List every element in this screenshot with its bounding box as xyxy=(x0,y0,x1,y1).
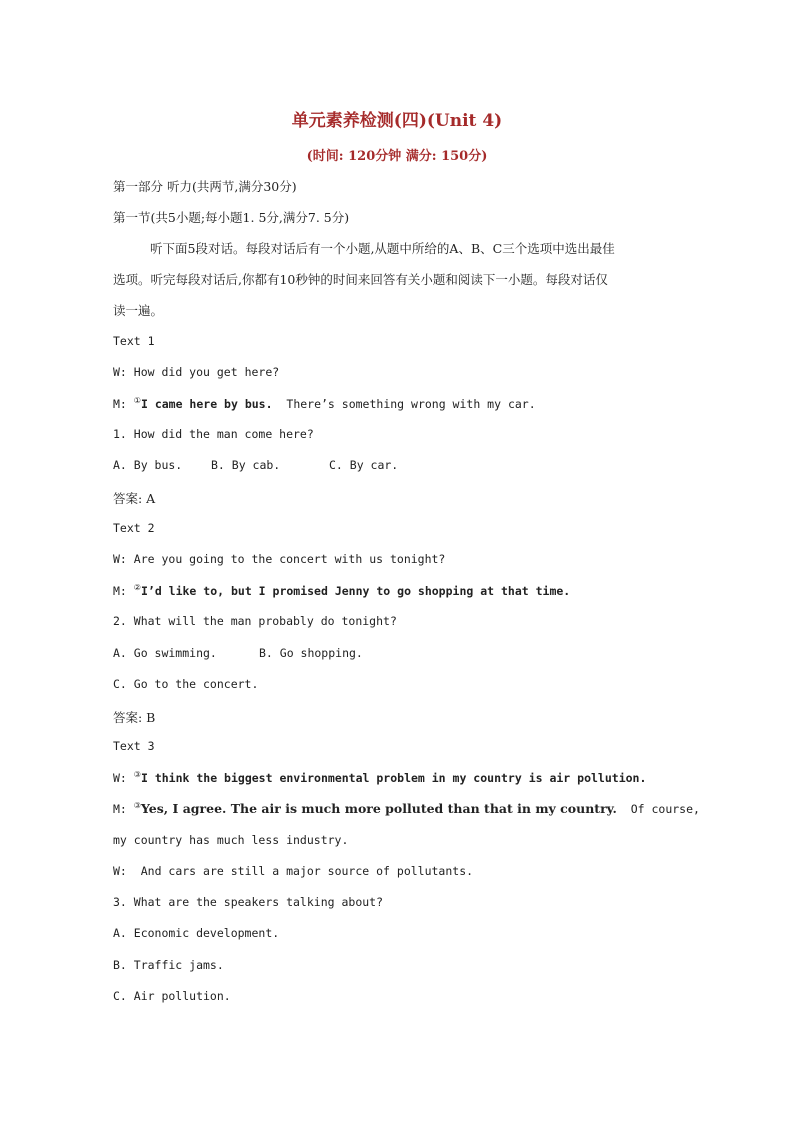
text2-w-line xyxy=(113,552,445,566)
circled-number-marker: ③ xyxy=(133,801,141,810)
text1-w-line xyxy=(113,365,279,379)
speaker-label: M: xyxy=(113,584,127,598)
instruction-line-3: 读一遍。 xyxy=(113,303,164,318)
question-1-options xyxy=(113,458,398,472)
circled-number-marker: ① xyxy=(133,396,141,405)
text1-m-line xyxy=(113,396,536,411)
speaker-label: M: xyxy=(113,397,127,411)
document-subtitle: (时间: 120分钟 满分: 150分) xyxy=(306,149,488,164)
option-b: B. By cab. xyxy=(211,458,281,472)
option-c: C. By car. xyxy=(329,458,399,472)
key-sentence: I came here by bus. xyxy=(140,397,273,411)
option-c: C. Air pollution. xyxy=(113,989,231,1003)
text3-label: Text 3 xyxy=(113,739,155,753)
key-sentence: Yes, I agree. The air is much more polluted than that in my country. xyxy=(140,801,617,816)
option-a: A. Go swimming. xyxy=(113,646,217,660)
key-sentence: I’d like to, but I promised Jenny to go shopping at that time. xyxy=(140,584,571,598)
text3-w-line xyxy=(113,770,646,785)
dialogue-text: Are you going to the concert with us tonight? xyxy=(133,552,446,566)
text3-m-continuation: my country has much less industry. xyxy=(113,833,349,847)
part-heading: 第一部分 听力(共两节,满分30分) xyxy=(113,179,297,194)
speaker-label: W: xyxy=(113,771,127,785)
key-sentence: I think the biggest environmental problem in my country is air pollution. xyxy=(140,771,647,785)
text1-label: Text 1 xyxy=(113,334,155,348)
circled-number-marker: ② xyxy=(133,583,141,592)
speaker-label: W: xyxy=(113,365,127,379)
text2-m-line xyxy=(113,583,570,598)
option-c: C. Go to the concert. xyxy=(113,677,259,691)
dialogue-text: Of course, xyxy=(630,802,700,816)
question-1: 1. How did the man come here? xyxy=(113,427,314,441)
text2-label: Text 2 xyxy=(113,521,155,535)
dialogue-text: There’s something wrong with my car. xyxy=(286,397,536,411)
instruction-line-1: 听下面5段对话。每段对话后有一个小题,从题中所给的A、B、C三个选项中选出最佳 xyxy=(150,241,615,256)
answer-1: 答案: A xyxy=(113,491,156,506)
dialogue-text: How did you get here? xyxy=(133,365,280,379)
speaker-label: W: xyxy=(113,552,127,566)
question-2: 2. What will the man probably do tonight? xyxy=(113,614,397,628)
answer-2: 答案: B xyxy=(113,710,156,725)
circled-number-marker: ③ xyxy=(133,770,141,779)
speaker-label: M: xyxy=(113,802,127,816)
option-a: A. By bus. xyxy=(113,458,183,472)
instruction-line-2: 选项。听完每段对话后,你都有10秒钟的时间来回答有关小题和阅读下一小题。每段对话仅 xyxy=(113,272,608,287)
text3-m-line xyxy=(113,801,700,816)
section-heading: 第一节(共5小题;每小题1. 5分,满分7. 5分) xyxy=(113,210,350,225)
option-a: A. Economic development. xyxy=(113,926,280,940)
option-b: B. Go shopping. xyxy=(259,646,363,660)
dialogue-text: And cars are still a major source of pollutants. xyxy=(140,864,474,878)
option-b: B. Traffic jams. xyxy=(113,958,224,972)
text3-w2-line xyxy=(113,864,473,878)
question-3: 3. What are the speakers talking about? xyxy=(113,895,384,909)
document-title: 单元素养检测(四)(Unit 4) xyxy=(291,111,503,131)
speaker-label: W: xyxy=(113,864,127,878)
question-2-options-ab xyxy=(113,646,363,660)
